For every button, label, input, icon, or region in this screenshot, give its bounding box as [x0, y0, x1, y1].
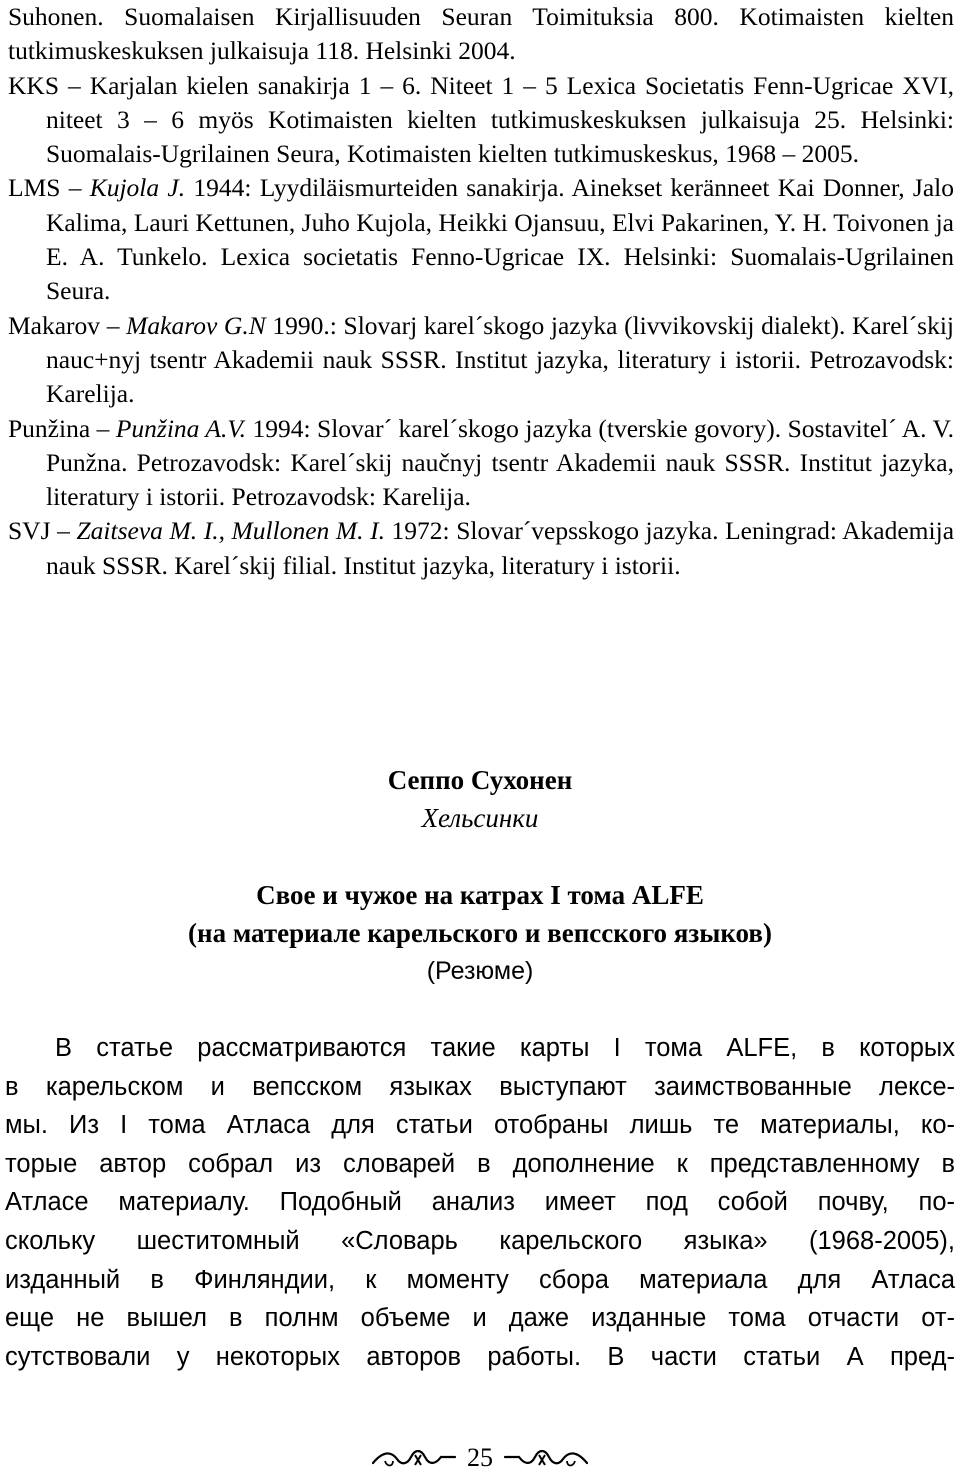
article-title — [0, 876, 960, 952]
article-city: Хельсинки — [421, 803, 539, 833]
bibliography-entry-text: 1972: Slovar´vepsskogo jazyka. Leningrad: Akademija nauk SSSR. Karel´skij filial. Institut jazyka, literatury i istorii. — [46, 516, 955, 580]
bibliography-abbr: KKS — [8, 70, 60, 100]
flourish-right-icon — [503, 1445, 589, 1471]
resume-label: (Резюме) — [426, 957, 534, 985]
bibliography-abbr: Punžina — [8, 413, 91, 443]
bibliography-entry-text: 1944: Lyydiläismurteiden sanakirja. Ainekset keränneet Kai Donner, Jalo Kalima, Lauri Kettunen, Juho Kujola, Heikki Ojansuu, Elvi Pakarinen, Y. H. Toivonen ja E. A. Tunkelo. Lexica societatis Fenno-Ugricae IX. Helsinki: Suomalais-Ugrilainen Seura. — [46, 173, 955, 306]
abstract-line: еще не вышел в полнм объеме и даже изданные тома отчасти от- — [5, 1304, 955, 1333]
abstract-line: торые автор собрал из словарей в дополнение к представленному в — [5, 1149, 955, 1178]
bibliography-authors: Makarov G.N — [126, 310, 266, 340]
article-title-line: (на материале карельского и вепсского языков) — [188, 918, 772, 948]
abstract-line: В статье рассматриваются такие карты I тома ALFE, в которых — [55, 1034, 955, 1062]
abstract-line: мы. Из I тома Атласа для статьи отобраны лишь те материалы, ко- — [5, 1111, 955, 1140]
flourish-left-icon — [371, 1445, 457, 1471]
bibliography-entry-continuation — [8, 0, 954, 69]
bibliography-entry-text: 1994: Slovar´ karel´skogo jazyka (tverskie govory). Sostavitel´ A. V. Punžna. Petrozavodsk: Karel´skij naučnyj tsentr Akademii nauk SSSR. Institut jazyka, literatury i istorii. Petrozavodsk: Karelija. — [46, 413, 955, 512]
bibliography-entry-kks — [8, 69, 954, 172]
bibliography-entry-punzina — [8, 412, 954, 515]
abstract-line: изданный в Финляндии, к моменту сбора материала для Атласа — [5, 1265, 955, 1294]
abstract-line: скольку шеститомный «Словарь карельского языка» (1968-2005), — [5, 1226, 955, 1255]
bibliography-abbr: SVJ — [8, 516, 51, 546]
article-author: Сеппо Сухонен — [387, 765, 573, 795]
abstract-line: сутствовали у некоторых авторов работы. В части статьи А пред- — [5, 1342, 955, 1371]
bibliography-entry-svj — [8, 514, 954, 583]
bibliography-authors: Punžina A.V. — [115, 413, 247, 443]
abstract-line: в карельском и вепсском языках выступают заимствованные лексе- — [5, 1072, 955, 1101]
bibliography-entry-makarov — [8, 309, 954, 412]
bibliography-dash: – — [59, 70, 90, 100]
bibliography-authors: Zaitseva M. I., Mullonen M. I. — [76, 516, 385, 546]
bibliography-dash: – — [90, 413, 116, 443]
bibliography-entry-text: 1990.: Slovarj karel´skogo jazyka (livvikovskij dialekt). Karel´skij nauc+nyj tsentr Akademii nauk SSSR. Institut jazyka, literatury i istorii. Petrozavodsk: Karelija. — [46, 310, 955, 409]
bibliography — [8, 0, 954, 583]
bibliography-entry-lms — [8, 171, 954, 308]
bibliography-dash: – — [100, 310, 127, 340]
bibliography-authors: Kujola J. — [89, 173, 186, 203]
bibliography-entry-text: Karjalan kielen sanakirja 1 – 6. Niteet 1 – 5 Lexica Societatis Fenn-Ugricae XVI, niteet 3 – 6 myös Kotimaisten kielten tutkimuskeskuksen julkaisuja 25. Helsinki: Suomalais-Ugrilainen Seura, Kotimaisten kielten tutkimuskeskus, 1968 – 2005. — [46, 70, 954, 169]
article-title-line: Свое и чужое на катрах I тома ALFE — [256, 880, 704, 910]
bibliography-abbr: Makarov — [8, 310, 101, 340]
abstract-line: Атласе материалу. Подобный анализ имеет под собой почву, по- — [5, 1188, 955, 1217]
abstract-paragraph — [5, 1029, 955, 1376]
page-number: 25 — [467, 1443, 493, 1472]
bibliography-dash: – — [60, 173, 90, 203]
bibliography-dash: – — [50, 516, 77, 546]
bibliography-entry-text: Suhonen. Suomalaisen Kirjallisuuden Seuran Toimituksia 800. Kotimaisten kielten tutkimuskeskuksen julkaisuja 118. Helsinki 2004. — [8, 2, 954, 66]
page-footer — [0, 1440, 960, 1476]
bibliography-abbr: LMS — [8, 173, 61, 203]
